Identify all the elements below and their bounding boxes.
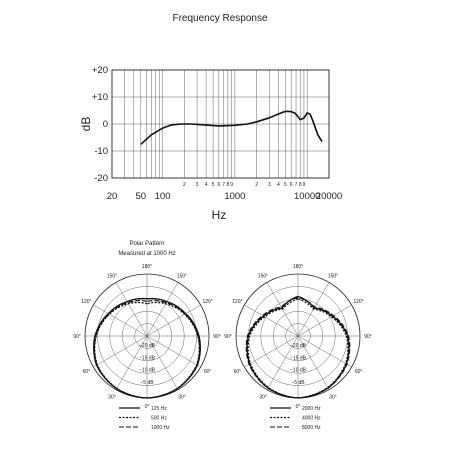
legend-label: 2000 Hz — [302, 406, 321, 412]
y-tick-label: -10 — [94, 146, 108, 157]
polar-spoke — [93, 305, 147, 336]
polar-angle-label: 90° — [73, 334, 81, 340]
polar-ring-label: −10 dB — [290, 367, 306, 374]
x-minor-tick-label: 3 — [195, 182, 199, 188]
polar-angle-label: 150° — [106, 273, 118, 280]
polar-angle-label: 30° — [259, 394, 267, 401]
x-minor-tick-label: 7 — [222, 182, 226, 188]
y-tick-label: +20 — [91, 65, 108, 76]
x-tick-label: 20000 — [315, 191, 343, 202]
x-minor-tick-label: 6 — [289, 182, 293, 188]
polar-angle-label: 0° — [295, 404, 301, 410]
polar-angle-label: 120° — [202, 299, 213, 305]
x-tick-label: 20 — [106, 191, 118, 202]
polar-angle-label: 0° — [144, 404, 150, 410]
polar-ring-label: −5 dB — [140, 380, 154, 387]
x-minor-tick-label: 6 — [217, 182, 221, 188]
x-minor-tick-label: 5 — [284, 182, 287, 188]
y-tick-label: +10 — [91, 92, 108, 103]
polar-subtitle: Measured at 1000 Hz — [118, 251, 176, 257]
frequency-response-title: Frequency Response — [172, 13, 268, 24]
y-tick-label: -20 — [94, 173, 108, 184]
x-minor-tick-label: 2 — [182, 182, 186, 188]
x-axis-label: Hz — [211, 208, 227, 222]
polar-ring-label: −15 dB — [139, 355, 155, 362]
polar-angle-label: 120° — [353, 299, 364, 305]
polar-angle-label: 120° — [232, 299, 243, 305]
x-tick-label: 100 — [154, 191, 171, 202]
polar-angle-label: 60° — [354, 369, 363, 375]
x-minor-tick-label: 7 — [294, 182, 298, 188]
x-minor-tick-label: 9 — [302, 182, 306, 188]
polar-spoke — [93, 336, 147, 367]
x-minor-tick-label: 5 — [211, 182, 215, 188]
y-tick-label: 0 — [102, 119, 108, 130]
legend-label: 125 Hz — [151, 406, 167, 412]
polar-ring-label: −5 dB — [291, 380, 305, 387]
x-minor-tick-label: 4 — [204, 182, 208, 188]
x-minor-tick-label: 4 — [277, 182, 280, 188]
polar-spoke — [147, 282, 178, 336]
x-minor-tick-label: 9 — [230, 182, 233, 188]
polar-ring-label: −15 dB — [290, 355, 306, 362]
polar-ring-label: −20 dB — [139, 342, 155, 349]
polar-spoke — [147, 336, 201, 367]
polar-angle-label: 60° — [233, 369, 242, 375]
polar-angle-label: 150° — [327, 273, 339, 280]
y-axis-label: dB — [79, 116, 93, 132]
polar-spoke — [147, 305, 201, 336]
legend-label: 8000 Hz — [302, 425, 321, 431]
x-tick-label: 10000 — [294, 191, 321, 202]
polar-ring-label: −10 dB — [139, 367, 155, 374]
legend-label: 1000 Hz — [151, 425, 170, 431]
polar-angle-label: 180° — [141, 264, 153, 270]
polar-angle-label: 30° — [329, 394, 337, 401]
polar-angle-label: 180° — [292, 264, 304, 270]
x-minor-tick-label: 8 — [298, 182, 302, 188]
polar-angle-label: 90° — [364, 334, 372, 340]
polar-spoke — [116, 282, 147, 336]
polar-spoke — [298, 336, 352, 367]
polar-angle-label: 90° — [224, 334, 232, 340]
x-tick-label: 1000 — [224, 191, 246, 202]
polar-angle-label: 60° — [82, 369, 91, 375]
polar-spoke — [244, 336, 298, 367]
x-minor-tick-label: 2 — [255, 182, 259, 188]
polar-title: Polar Pattern — [129, 241, 165, 247]
polar-angle-label: 150° — [176, 273, 188, 280]
x-tick-label: 50 — [135, 191, 147, 202]
polar-angle-label: 150° — [257, 273, 269, 280]
x-minor-tick-label: 3 — [268, 182, 271, 188]
polar-angle-label: 120° — [81, 299, 92, 305]
polar-ring-label: −20 dB — [290, 342, 306, 349]
x-minor-tick-label: 8 — [226, 182, 230, 188]
polar-angle-label: 30° — [108, 394, 116, 401]
legend-label: 500 Hz — [151, 415, 167, 422]
polar-angle-label: 90° — [213, 334, 221, 340]
polar-angle-label: 30° — [178, 394, 186, 401]
polar-angle-label: 60° — [203, 369, 212, 375]
legend-label: 4000 Hz — [302, 415, 321, 422]
